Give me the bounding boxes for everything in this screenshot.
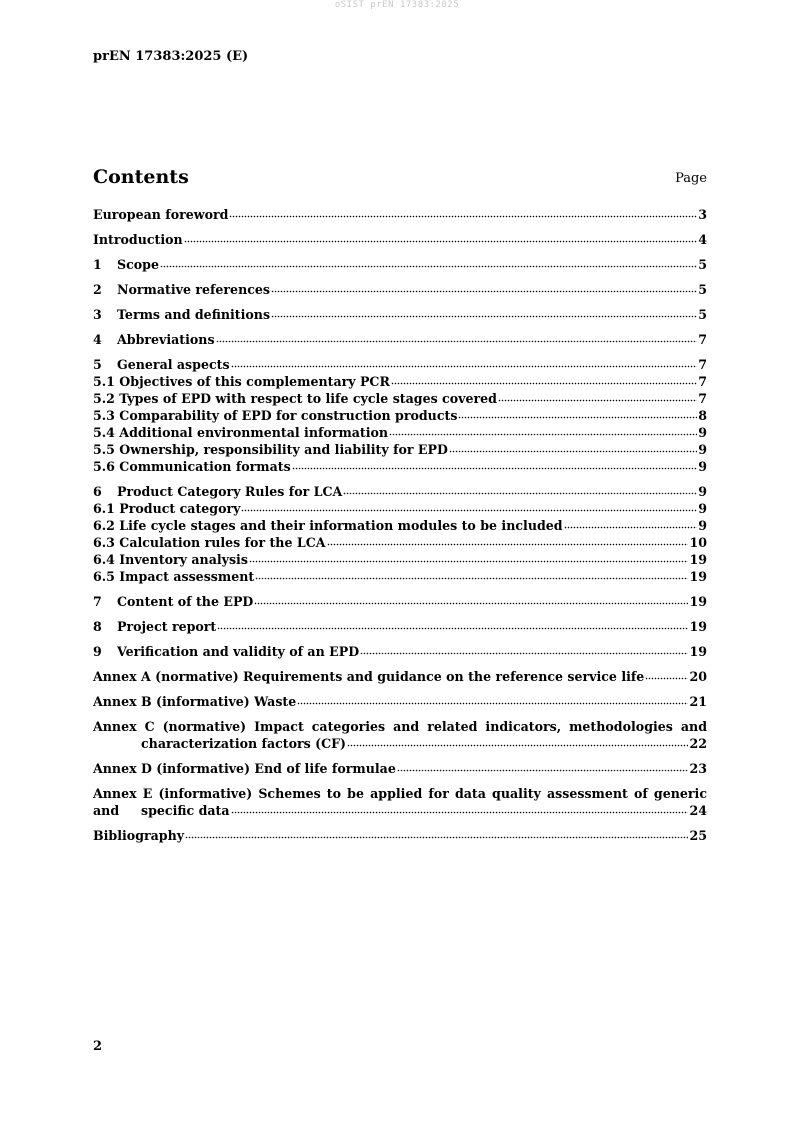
section-title: Content of the EPD: [117, 594, 254, 609]
toc-entry-text: [93, 256, 159, 273]
toc-page-number: 23: [689, 761, 707, 776]
section-number: 2: [93, 282, 102, 297]
section-number: 4: [93, 332, 102, 347]
toc-entry-terms-definitions[interactable]: [93, 306, 707, 323]
toc-group: [93, 483, 707, 585]
toc-entry-text: [93, 356, 230, 373]
dot-leader: [564, 526, 698, 530]
toc-page-number: 19: [689, 594, 707, 609]
dot-leader: [231, 811, 689, 815]
toc-page-number: 9: [698, 425, 707, 440]
toc-entry-general-aspects[interactable]: [93, 356, 707, 373]
toc-entry-text: [93, 483, 342, 500]
toc-group: [93, 668, 707, 685]
section-title: Normative references: [117, 282, 271, 297]
dot-leader: [184, 240, 698, 244]
dot-leader: [389, 433, 697, 437]
dot-leader: [449, 450, 697, 454]
toc-group: [93, 356, 707, 475]
toc-page-number: 7: [698, 332, 707, 347]
toc-entry-introduction[interactable]: [93, 231, 707, 248]
toc-page-number: 21: [689, 694, 707, 709]
toc-entry-text: 6.4 Inventory analysis: [93, 552, 248, 567]
toc-group-annex-e[interactable]: [93, 785, 707, 819]
toc-group: [93, 827, 707, 844]
toc-page-number: 8: [698, 408, 707, 423]
toc-page-number: 4: [698, 232, 707, 247]
toc-entry-text: [93, 618, 216, 635]
toc-entry-text: [93, 306, 270, 323]
dot-leader: [254, 602, 688, 606]
toc-entry-text: Annex B (informative) Waste: [93, 694, 297, 709]
toc-entry-5-5[interactable]: [93, 441, 707, 458]
dot-leader: [458, 416, 697, 420]
toc-entry-text-line: Annex E (informative) Schemes to be applied for data quality assessment of generic and: [93, 786, 707, 818]
toc-entry-text: 6.3 Calculation rules for the LCA: [93, 535, 326, 550]
toc-entry-content-epd[interactable]: [93, 593, 707, 610]
dot-leader: [498, 399, 697, 403]
dot-leader: [397, 769, 689, 773]
section-number: 3: [93, 307, 102, 322]
toc-entry-text: [93, 593, 253, 610]
toc-page-number: 7: [698, 357, 707, 372]
dot-leader: [271, 290, 697, 294]
toc-page-number: 9: [698, 442, 707, 457]
dot-leader: [185, 836, 688, 840]
toc-entry-text: Bibliography: [93, 828, 185, 843]
page-column-label: Page: [675, 171, 707, 186]
toc-entry-annex-d[interactable]: [93, 760, 707, 777]
dot-leader: [360, 652, 688, 656]
toc-entry-text: 5.4 Additional environmental information: [93, 425, 389, 440]
dot-leader: [292, 467, 698, 471]
dot-leader: [217, 627, 688, 631]
toc-page-number: 7: [698, 391, 707, 406]
toc-page-number: 5: [698, 307, 707, 322]
section-number: 1: [93, 257, 102, 272]
dot-leader: [347, 744, 688, 748]
toc-page-number: 5: [698, 282, 707, 297]
section-number: 6: [93, 484, 102, 499]
dot-leader: [229, 215, 697, 219]
toc-page-number: 5: [698, 257, 707, 272]
dot-leader: [327, 543, 689, 547]
toc-entry-5-3[interactable]: [93, 407, 707, 424]
toc-group: [93, 331, 707, 348]
toc-group: [93, 306, 707, 323]
toc-page-number: 9: [698, 484, 707, 499]
section-title: Scope: [117, 257, 159, 272]
toc-entry-text: 6.5 Impact assessment: [93, 569, 255, 584]
dot-leader: [216, 340, 698, 344]
toc-entry-text: characterization factors (CF): [141, 736, 347, 751]
toc-entry-scope[interactable]: [93, 256, 707, 273]
toc-group: [93, 618, 707, 635]
toc-entry-normative-references[interactable]: [93, 281, 707, 298]
toc-entry-verification[interactable]: [93, 643, 707, 660]
toc-group: [93, 760, 707, 777]
toc-group: [93, 231, 707, 248]
toc-entry-6-4[interactable]: [93, 551, 707, 568]
dot-leader: [271, 315, 697, 319]
dot-leader: [297, 702, 688, 706]
dot-leader: [343, 492, 697, 496]
dot-leader: [231, 365, 698, 369]
toc-group-annex-c[interactable]: [93, 718, 707, 752]
toc-entry-text: Annex A (normative) Requirements and guidance on the reference service life: [93, 669, 645, 684]
dot-leader: [160, 265, 697, 269]
toc-group: [93, 693, 707, 710]
toc-entry-annex-a[interactable]: [93, 668, 707, 685]
toc-group: [93, 256, 707, 273]
toc-entry-text: [93, 331, 215, 348]
page-title: Contents: [93, 166, 189, 188]
toc-page-number: 3: [698, 207, 707, 222]
dot-leader: [255, 577, 688, 581]
toc-page-number: 20: [689, 669, 707, 684]
section-title: General aspects: [117, 357, 230, 372]
toc-group: [93, 206, 707, 223]
toc-page-number: 19: [689, 569, 707, 584]
contents-heading: [93, 166, 707, 192]
watermark: oSIST prEN 17383:2025: [334, 0, 460, 10]
toc-entry-text: 6.1 Product category: [93, 501, 241, 516]
document-id: prEN 17383:2025 (E): [93, 49, 249, 64]
toc-entry-text: European foreword: [93, 207, 229, 222]
dot-leader: [391, 382, 697, 386]
toc-page-number: 19: [689, 619, 707, 634]
toc-page-number: 9: [698, 501, 707, 516]
toc-entry-product-category-rules[interactable]: [93, 483, 707, 500]
toc-entry-6-3[interactable]: [93, 534, 707, 551]
toc-entry-text: 5.1 Objectives of this complementary PCR: [93, 374, 390, 389]
section-number: 5: [93, 357, 102, 372]
section-title: Abbreviations: [117, 332, 215, 347]
toc-page-number: 22: [689, 736, 707, 751]
table-of-contents: [93, 206, 707, 852]
page-number: 2: [93, 1039, 103, 1054]
toc-entry-5-4[interactable]: [93, 424, 707, 441]
toc-entry-5-1[interactable]: [93, 373, 707, 390]
toc-entry-text: 5.3 Comparability of EPD for construction products: [93, 408, 458, 423]
dot-leader: [249, 560, 689, 564]
toc-entry-annex-e[interactable]: [93, 802, 707, 819]
toc-group: [93, 281, 707, 298]
toc-entry-text: [93, 281, 270, 298]
toc-entry-5-6[interactable]: [93, 458, 707, 475]
section-title: Terms and definitions: [117, 307, 271, 322]
toc-entry-foreword[interactable]: [93, 206, 707, 223]
toc-entry-6-1[interactable]: [93, 500, 707, 517]
toc-page-number: 9: [698, 459, 707, 474]
toc-page-number: 7: [698, 374, 707, 389]
toc-entry-5-2[interactable]: [93, 390, 707, 407]
toc-entry-text: 5.6 Communication formats: [93, 459, 291, 474]
toc-entry-6-5[interactable]: [93, 568, 707, 585]
toc-entry-abbreviations[interactable]: [93, 331, 707, 348]
toc-page-number: 24: [689, 803, 707, 818]
toc-entry-project-report[interactable]: [93, 618, 707, 635]
toc-entry-6-2[interactable]: [93, 517, 707, 534]
toc-page-number: 25: [689, 828, 707, 843]
section-title: Product Category Rules for LCA: [117, 484, 343, 499]
toc-page-number: 10: [689, 535, 707, 550]
dot-leader: [241, 509, 697, 513]
toc-entry-text: specific data: [141, 803, 230, 818]
dot-leader: [645, 677, 688, 681]
toc-group: [93, 643, 707, 660]
toc-page-number: 19: [689, 644, 707, 659]
toc-entry-text-line: Annex C (normative) Impact categories and related indicators, methodologies and: [93, 719, 707, 734]
toc-entry-annex-b[interactable]: [93, 693, 707, 710]
toc-entry-text: [93, 643, 359, 660]
section-title: Project report: [117, 619, 217, 634]
toc-entry-bibliography[interactable]: [93, 827, 707, 844]
toc-entry-text: 6.2 Life cycle stages and their information modules to be included: [93, 518, 563, 533]
toc-entry-text: 5.2 Types of EPD with respect to life cycle stages covered: [93, 391, 497, 406]
toc-entry-text: 5.5 Ownership, responsibility and liability for EPD: [93, 442, 448, 457]
toc-group: [93, 593, 707, 610]
section-number: 8: [93, 619, 102, 634]
toc-entry-text: Annex D (informative) End of life formulae: [93, 761, 396, 776]
section-title: Verification and validity of an EPD: [117, 644, 360, 659]
section-number: 9: [93, 644, 102, 659]
toc-entry-annex-c[interactable]: [93, 735, 707, 752]
section-number: 7: [93, 594, 102, 609]
toc-entry-text: Introduction: [93, 232, 183, 247]
toc-page-number: 19: [689, 552, 707, 567]
toc-page-number: 9: [698, 518, 707, 533]
